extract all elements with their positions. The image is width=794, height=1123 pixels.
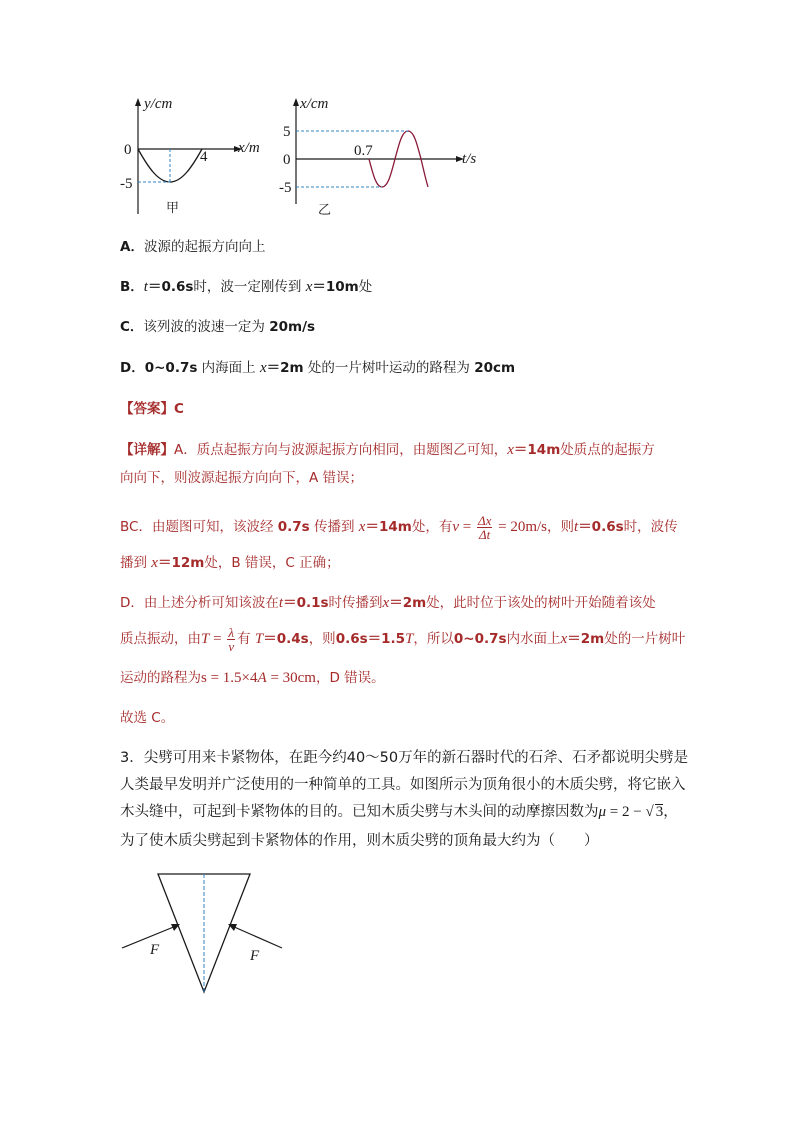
question3-line3-pre: 木头缝中，可起到卡紧物体的目的。已知木质尖劈与木头间的动摩擦因数为	[120, 804, 599, 820]
option-b-x-eq: ＝10m	[312, 279, 359, 295]
detail-bc-line1	[120, 512, 678, 542]
option-b-letter: B．	[120, 279, 144, 295]
force-left-label: F	[150, 942, 160, 958]
yi-x-label: t/s	[462, 151, 477, 167]
force-right-label: F	[250, 948, 260, 964]
detail-d2-xeq: ＝2m	[567, 631, 605, 647]
detail-d3-post: ，D 错误。	[315, 670, 385, 686]
detail-bc-mid2: 处，有	[411, 519, 453, 535]
detail-bc-result: = 20m/s	[494, 519, 548, 535]
mu-symbol: μ	[598, 804, 607, 820]
detail-d1-post: 处，此时位于该处的树叶开始随着该处	[426, 595, 656, 611]
jia-x-label: x/m	[238, 140, 260, 156]
fraction-dx-dt	[477, 514, 492, 541]
wedge-diagram	[110, 866, 290, 1006]
option-a-letter: A．	[120, 239, 144, 255]
option-b-mid: 时，波一定刚传到	[193, 279, 302, 295]
question3-line1	[120, 748, 688, 768]
fraction-denominator: v	[228, 638, 235, 654]
detail-d2-then: ，则	[308, 631, 336, 647]
detail-d2-range: 0~0.7s	[453, 631, 507, 647]
option-b-end: 处	[358, 279, 373, 295]
answer	[120, 399, 184, 419]
jia-origin: 0	[124, 142, 132, 158]
question3-line3	[120, 802, 678, 822]
vibration-graph-yi	[278, 92, 488, 222]
detail-d2-so: ，所以	[413, 631, 454, 647]
detail-bc-line2	[120, 553, 340, 573]
option-d-end: 处的一片树叶运动的路程为	[307, 360, 470, 376]
question3-line4	[120, 831, 599, 851]
sqrt-sign: √	[645, 804, 654, 820]
jia-caption: 甲	[166, 201, 180, 216]
detail-d2-pre: 质点振动，由	[120, 631, 201, 647]
question3-line3-post: ，	[663, 804, 678, 820]
detail-d2-T3: T	[405, 631, 414, 647]
detail-bc-end: 时，波传	[623, 519, 678, 535]
detail-label: 【详解】	[120, 442, 174, 458]
detail-d1-teq: ＝0.1s	[283, 595, 329, 611]
detail-d-line1	[120, 593, 656, 613]
yi-pos-tick: 5	[283, 124, 291, 140]
detail-bc-v: v	[452, 519, 459, 535]
detail-bc2-post: 处，B 错误，C 正确；	[204, 555, 340, 571]
detail-bc-t2: t	[574, 519, 579, 535]
option-d-x-eq: ＝2m	[266, 360, 304, 376]
detail-a-line1	[120, 440, 655, 460]
detail-bc2-x: x	[151, 555, 158, 571]
option-d-pre: 0~0.7s	[144, 360, 198, 376]
option-b-t-var: t	[143, 279, 148, 295]
mu-eq: = 2 −	[606, 804, 646, 820]
option-b	[120, 277, 372, 297]
detail-d1-pre: D．由上述分析可知该波在	[120, 595, 279, 611]
detail-a-eq: ＝14m	[513, 442, 561, 458]
sqrt-value: 3	[655, 804, 664, 820]
detail-bc-xeq: ＝14m	[365, 519, 412, 535]
yi-t-label: 0.7	[354, 143, 373, 159]
option-c-text: 该列波的波速一定为	[143, 319, 265, 335]
option-d-mid: 内海面上	[201, 360, 256, 376]
option-d-value: 20cm	[474, 360, 516, 376]
detail-d2-ratio: 0.6s＝1.5	[335, 631, 406, 647]
detail-d1-mid: 时传播到	[328, 595, 383, 611]
detail-a-x: x	[507, 442, 514, 458]
conclusion	[120, 708, 174, 728]
detail-bc-x: x	[358, 519, 366, 535]
option-a	[120, 237, 265, 257]
fraction-numerator: λ	[228, 624, 235, 640]
detail-d3-formula: s = 1.5×4	[201, 670, 258, 686]
yi-origin: 0	[283, 152, 291, 168]
option-b-x-var: x	[305, 279, 313, 295]
detail-a-post: 处质点的起振方	[560, 442, 655, 458]
detail-d2-post: 处的一片树叶	[604, 631, 686, 647]
option-c-value: 20m/s	[269, 319, 316, 335]
fraction-numerator: Δx	[477, 512, 492, 528]
detail-d-line3	[120, 668, 385, 688]
detail-d2-has: 有	[237, 631, 251, 647]
detail-d-line2	[120, 624, 685, 654]
option-b-t-eq: ＝0.6s	[147, 279, 194, 295]
question3-line2-text: 人类最早发明并广泛使用的一种简单的工具。如图所示为顶角很小的木质尖劈，将它嵌入	[120, 777, 686, 793]
detail-bc-t: 0.7s	[277, 519, 310, 535]
detail-d2-Teq: ＝0.4s	[263, 631, 309, 647]
option-a-text: 波源的起振方向向上	[143, 239, 266, 255]
detail-bc-mid: 传播到	[314, 519, 355, 535]
option-d	[120, 358, 515, 378]
detail-d2-x: x	[560, 631, 568, 647]
detail-d1-xeq: ＝2m	[389, 595, 427, 611]
option-d-letter: D．	[120, 360, 145, 376]
option-c	[120, 317, 315, 337]
detail-bc-eq: =	[459, 519, 475, 535]
detail-bc2-xeq: ＝12m	[157, 555, 205, 571]
question3-line2	[120, 775, 686, 795]
jia-x-tick: 4	[200, 149, 208, 165]
figure-jia	[118, 92, 278, 222]
detail-bc-pre: BC．由题图可知，该波经	[120, 519, 274, 535]
answer-value: C	[174, 401, 184, 417]
conclusion-text: 故选 C。	[120, 710, 175, 726]
jia-neg-tick: -5	[120, 176, 133, 192]
yi-y-label: x/cm	[300, 96, 329, 112]
detail-d2-T2: T	[254, 631, 264, 647]
detail-d3-result: = 30cm	[266, 670, 316, 686]
detail-d2-T: T	[201, 631, 210, 647]
detail-bc-then: ，则	[547, 519, 575, 535]
detail-d1-t: t	[278, 595, 284, 611]
wave-graph-jia	[118, 92, 278, 222]
figure-yi	[278, 92, 488, 222]
detail-bc-t2eq: ＝0.6s	[578, 519, 624, 535]
detail-d2-in: 内水面上	[506, 631, 561, 647]
detail-d1-x: x	[382, 595, 390, 611]
detail-a-text: A．质点起振方向与波源起振方向相同，由题图乙可知，	[174, 442, 508, 458]
figure-wedge	[110, 866, 290, 1006]
option-d-x-var: x	[259, 360, 267, 376]
detail-a-line2-text: 向向下，则波源起振方向向下，A 错误；	[120, 470, 364, 486]
question3-line4-text: 为了使木质尖劈起到卡紧物体的作用，则木质尖劈的顶角最大约为（ ）	[120, 833, 599, 849]
yi-caption: 乙	[318, 203, 332, 218]
yi-neg-tick: -5	[279, 180, 292, 196]
answer-label: 【答案】	[120, 401, 174, 417]
question3-line1-text: 3．尖劈可用来卡紧物体，在距今约40～50万年的新石器时代的石斧、石矛都说明尖劈是	[120, 750, 689, 766]
detail-d3-pre: 运动的路程为	[120, 670, 201, 686]
detail-d3-A: A	[257, 670, 267, 686]
option-c-letter: C．	[120, 319, 144, 335]
detail-d2-eq: =	[209, 631, 226, 647]
detail-bc2-pre: 播到	[120, 555, 147, 571]
detail-a-line2	[120, 468, 363, 488]
fraction-denominator: Δt	[479, 526, 491, 542]
jia-y-label: y/cm	[144, 96, 173, 112]
fraction-lambda-v	[227, 626, 235, 653]
